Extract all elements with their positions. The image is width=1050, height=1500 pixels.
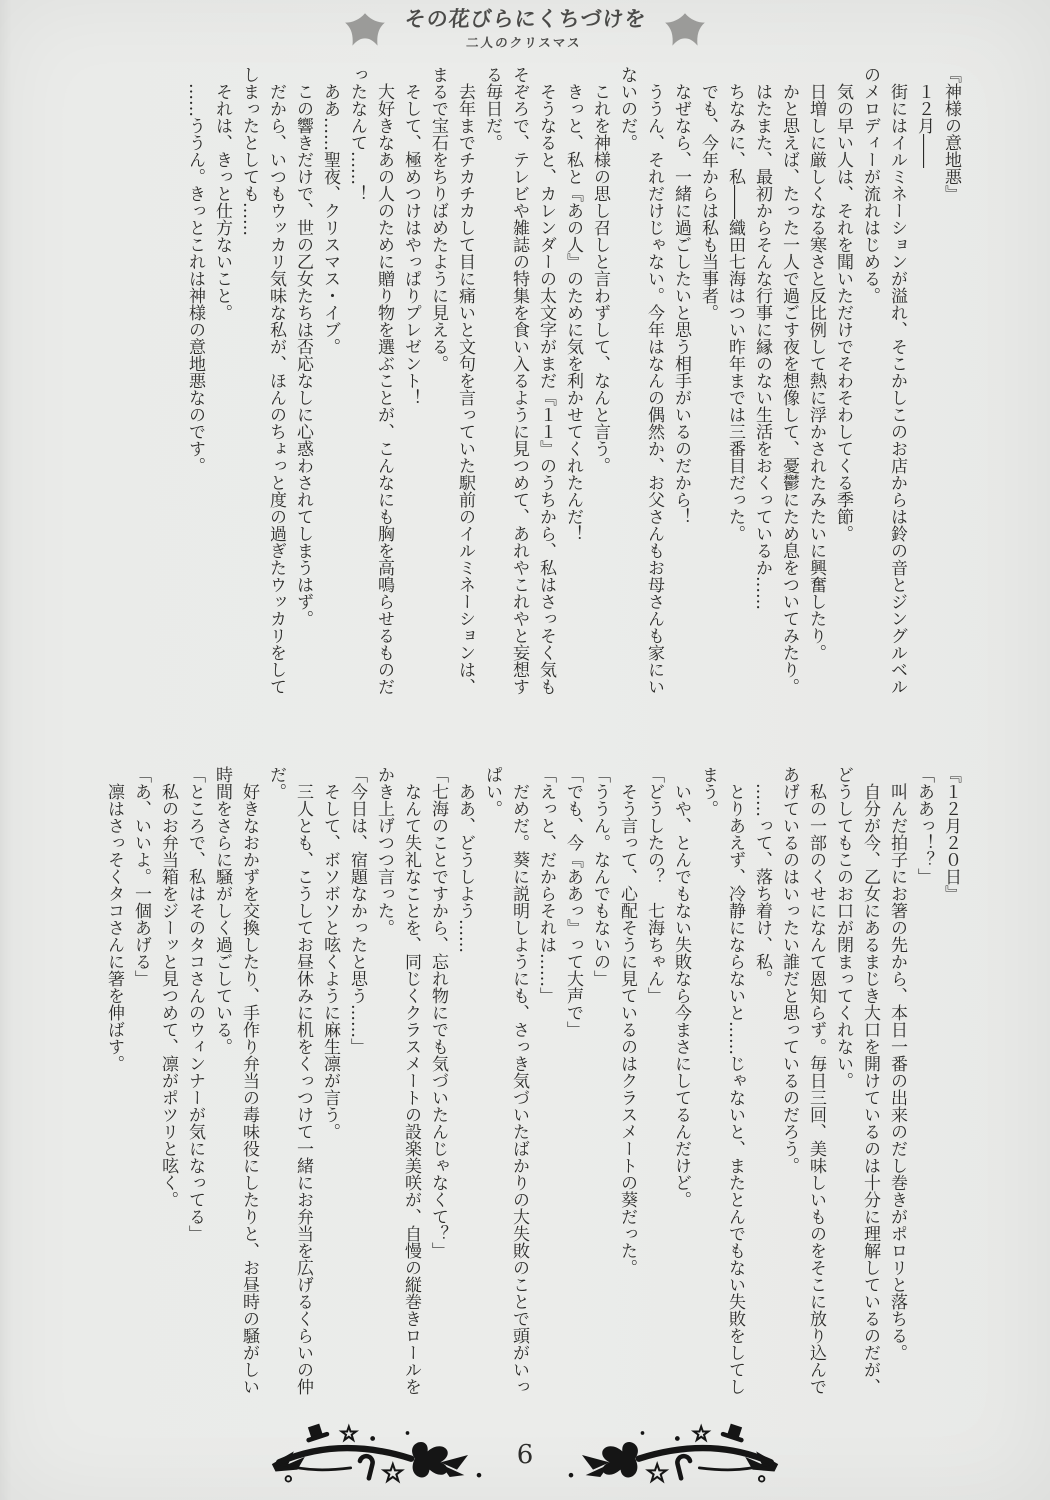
paragraph: 三人とも、こうしてお昼休みに机をくっつけて一緒にお弁当を広げるくらいの仲だ。 [266,766,313,1395]
paragraph: だめだ。葵に説明しようにも、さっき気づいたばかりの大失敗のことで頭がいっぱい。 [482,766,529,1395]
paragraph: 私のお弁当箱をジーッと見つめて、凛がポツリと呟く。 [158,766,178,1208]
paragraph: ちなみに、私――織田七海はつい昨年までは三番目だった。 [725,66,745,542]
paragraph: ううん、それだけじゃない。今年はなんの偶然か、お父さんもお母さんも家にいないのだ。 [617,66,664,695]
paragraph: 「七海のことですから、忘れ物にでも気づいたんじゃなくて？」 [428,766,448,1259]
paragraph: そして、ボソボソと呟くように麻生凛が言う。 [320,766,340,1140]
header-titles [403,8,648,51]
paragraph: でも、今年からは私も当事者。 [698,66,718,321]
paragraph: 「ううん。なんでもないの」 [590,766,610,987]
paragraph: そうなると、カレンダーの太文字がまだ『１１』のうちから、私はさっそく気もそぞろで、テレビや雑誌の特集を食い入るように見つめて、あれやこれやと妄想する毎日だ。 [482,66,556,695]
paragraph: ……って、落ち着け、私。 [752,766,772,987]
winged-bell-ornament-icon [342,10,388,50]
paragraph: それは、きっと仕方ないこと。 [212,66,232,321]
paragraph: 『１２月２０日』 [941,766,961,902]
paragraph: かと思えば、たった一人で過ごす夜を想像して、憂鬱にため息をついてみたり。 [779,66,799,695]
page-number: 6 [516,1440,534,1470]
series-title: その花びらにくちづけを [403,7,648,31]
paragraph: 日増しに厳しくなる寒さと反比例して熱に浮かされたみたいに興奮したり。 [806,66,826,661]
paragraph: 「どうしたの？ 七海ちゃん」 [644,766,664,1004]
episode-subtitle: 二人のクリスマス [465,35,583,51]
paragraph: 「ああっ！？」 [914,766,934,885]
page-header [0,8,1050,51]
paragraph: 「えっと、だからそれは……」 [536,766,556,1004]
story-section-december-20 [100,766,964,1404]
paragraph: なぜなら、一緒に過ごしたいと思う相手がいるのだから！ [671,66,691,525]
paragraph: だから、いつもウッカリ気味な私が、ほんのちょっと度の過ぎたウッカリをしてしまったとしても…… [239,66,286,695]
paragraph: 大好きなあの人のために贈り物を選ぶことが、こんなにも胸を高鳴らせるものだったなんて……！ [347,66,394,695]
paragraph: はたまた、最初からそんな行事に縁のない生活をおくっているか…… [752,66,772,610]
paragraph: きっと、私と『あの人』のために気を利かせてくれたんだ！ [563,66,583,542]
paragraph: 「あ、いいよ。一個あげる」 [131,766,151,987]
paragraph: 「でも、今『ああっ』って大声で」 [563,766,583,1038]
christmas-ribbon-bow-ornament-icon [267,1422,493,1488]
story-section-gods-mischief [181,66,964,704]
paragraph: ああ……聖夜、クリスマス・イブ。 [320,66,340,355]
paragraph: そして、極めつけはやっぱりプレゼント！ [401,66,421,406]
paragraph: 叫んだ拍子にお箸の先から、本日一番の出来のだし巻きがポロリと落ちる。 [887,766,907,1361]
paragraph: なんて失礼なことを、同じくクラスメートの設楽美咲が、自慢の縦巻きロールをかき上げつつ言った。 [374,766,421,1395]
paragraph: ……ううん。きっとこれは神様の意地悪なのです。 [185,66,205,474]
page-footer [0,1422,1050,1488]
paragraph: １２月―― [914,66,934,168]
paragraph: 「今日は、宿題なかったと思う……」 [347,766,367,1055]
winged-bell-ornament-icon [662,10,708,50]
paragraph: 凛はさっそくタコさんに箸を伸ばす。 [104,766,124,1072]
paragraph: そう言って、心配そうに見ているのはクラスメートの葵だった。 [617,766,637,1276]
paragraph: 「ところで、私はそのタコさんのウィンナーが気になってる」 [185,766,205,1242]
paragraph: この響きだけで、世の乙女たちは否応なしに心惑わされてしまうはず。 [293,66,313,627]
paragraph: 自分が今、乙女にあるまじき大口を開けているのは十分に理解しているのだが、どうしてもこのお口が閉まってくれない。 [833,766,880,1395]
paragraph: 去年までチカチカして目に痛いと文句を言っていた駅前のイルミネーションは、まるで宝石をちりばめたように見える。 [428,66,475,695]
paragraph: 私の一部のくせになんて恩知らず。毎日三回、美味しいものをそこに放り込んであげているのはいったい誰だと思っているのだろう。 [779,766,826,1395]
paragraph: 街にはイルミネーションが溢れ、そこかしこのお店からは鈴の音とジングルベルのメロディーが流れはじめる。 [860,66,907,695]
paragraph: 気の早い人は、それを聞いただけでそわそわしてくる季節。 [833,66,853,542]
paragraph: 『神様の意地悪』 [941,66,961,202]
paragraph: これを神様の思し召しと言わずして、なんと言う。 [590,66,610,474]
paragraph: いや、とんでもない失敗なら今まさにしてるんだけど。 [671,766,691,1208]
christmas-ribbon-bow-ornament-icon [557,1422,783,1488]
paragraph: とりあえず、冷静にならないと……じゃないと、またとんでもない失敗をしてしまう。 [698,766,745,1395]
paragraph: ああ、どうしよう…… [455,766,475,953]
paragraph: 好きなおかずを交換したり、手作り弁当の毒味役にしたりと、お昼時の騒がしい時間をさらに騒がしく過ごしている。 [212,766,259,1395]
